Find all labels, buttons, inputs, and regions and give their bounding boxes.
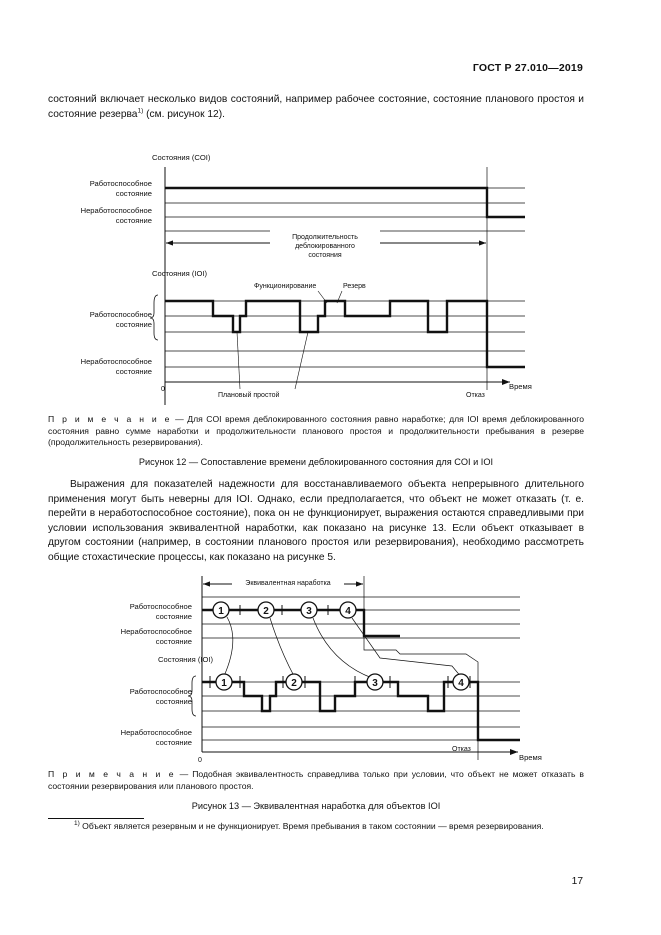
down-state-label-13-2: состояние [155, 637, 192, 646]
footnote [48, 821, 584, 833]
up-state-label-13-ioi: Работоспособное [129, 687, 192, 696]
ioi-state-trace [165, 301, 525, 367]
note-text-13: — Подобная эквивалентность справедлива только при условии, что объект не может отказать в состоянии резервирования или планового простоя. [48, 769, 584, 791]
intro-text-end: (см. рисунок 12). [143, 108, 225, 120]
origin-label: 0 [161, 386, 165, 393]
functioning-label: Функционирование [254, 283, 317, 290]
note-text: — Для COI время деблокированного состояния равно наработке; для IOI время деблокированного состояния равно сумме наработки и продолжительности планового простоя и продолжительности пребывания в резерве (продолжительность резервирования). [48, 414, 584, 448]
up-state-label-13-ioi-2: состояние [155, 697, 192, 706]
up-state-label-2: состояние [115, 189, 152, 198]
footnote-mark: 1) [74, 820, 80, 828]
figure-12-diagram [0, 145, 661, 405]
up-state-label-13-2: состояние [155, 612, 192, 621]
duration-label-2: деблокированного [295, 243, 355, 250]
note-prefix-13: П р и м е ч а н и е [48, 769, 176, 779]
axis-label-ioi-13: Состояния (IOI) [158, 655, 214, 664]
up-state-brace [150, 295, 158, 340]
figure-13-caption: Рисунок 13 — Эквивалентная наработка для объектов IOI [191, 801, 441, 811]
down-state-label-13: Неработоспособное [120, 627, 192, 636]
document-id: ГОСТ Р 27.010—2019 [472, 62, 583, 74]
footnote-divider [48, 818, 144, 819]
body-paragraph: Выражения для показателей надежности для восстанавливаемого объекта непрерывного длительного применения могут быть неверны для IOI. Однако, если предполагается, что объект не может отказать (т. е. перейти в неработоспособное состояние), пока он не функционирует, выражения остаются справедливыми при условии использования эквивалентной наработки, как показано на рисунке 13. Если объект отказывает в другом состоянии (например, в состоянии планового простоя или резервирования), необходимо рассмотреть общие стохастические процессы, как показано на рисунке 5. [48, 479, 584, 563]
figure-12-caption: Рисунок 12 — Сопоставление времени деблокированного состояния для COI и IOI [138, 457, 494, 467]
figure-12-note [48, 414, 584, 449]
figure-13-note [48, 769, 584, 792]
marker-4: 4 [345, 606, 351, 617]
footnote-ref: 1) [137, 107, 144, 115]
down-state-label-13-ioi-2: состояние [155, 738, 192, 747]
time-label: Время [509, 382, 532, 391]
up-state-label: Работоспособное [89, 179, 152, 188]
failure-label-13: Отказ [452, 746, 471, 753]
down-state-label-ioi: Неработоспособное [80, 357, 152, 366]
reserve-label: Резерв [343, 283, 366, 290]
marker-3: 3 [306, 606, 312, 617]
note-prefix: П р и м е ч а н и е [48, 414, 172, 424]
equivalent-trace [202, 610, 400, 636]
page-number: 17 [571, 876, 583, 887]
marker-2: 2 [263, 606, 269, 617]
time-label-13: Время [519, 753, 542, 762]
down-state-label-13-ioi: Неработоспособное [120, 728, 192, 737]
intro-paragraph [48, 93, 584, 122]
down-state-label-2: состояние [115, 216, 152, 225]
origin-label-13: 0 [198, 757, 202, 764]
failure-label: Отказ [466, 392, 485, 399]
axis-label-ioi: Состояния (IOI) [152, 269, 208, 278]
up-state-label-ioi-2: состояние [115, 320, 152, 329]
axis-label-coi: Состояния (COI) [152, 153, 211, 162]
figure-13-diagram [0, 570, 661, 770]
coi-state-trace [165, 188, 525, 217]
marker-4-ioi: 4 [458, 678, 464, 689]
down-state-label-ioi-2: состояние [115, 367, 152, 376]
duration-label-3: состояния [308, 252, 342, 259]
up-state-label-13: Работоспособное [129, 602, 192, 611]
marker-1: 1 [218, 606, 224, 617]
duration-label: Продолжительность [292, 234, 358, 241]
equivalent-time-label: Эквивалентная наработка [245, 580, 331, 587]
planned-downtime-label: Плановый простой [218, 392, 280, 399]
marker-3-ioi: 3 [372, 678, 378, 689]
intro-text: состояний включает несколько видов состояний, например рабочее состояние, состояние планового простоя и состояние резерва [48, 94, 584, 120]
marker-2-ioi: 2 [291, 678, 297, 689]
up-state-brace-13 [188, 676, 196, 716]
down-state-label: Неработоспособное [80, 206, 152, 215]
footnote-text: Объект является резервным и не функционирует. Время пребывания в таком состоянии — время резервирования. [79, 821, 544, 831]
up-state-label-ioi: Работоспособное [89, 310, 152, 319]
marker-connectors [224, 617, 478, 690]
marker-1-ioi: 1 [221, 678, 227, 689]
